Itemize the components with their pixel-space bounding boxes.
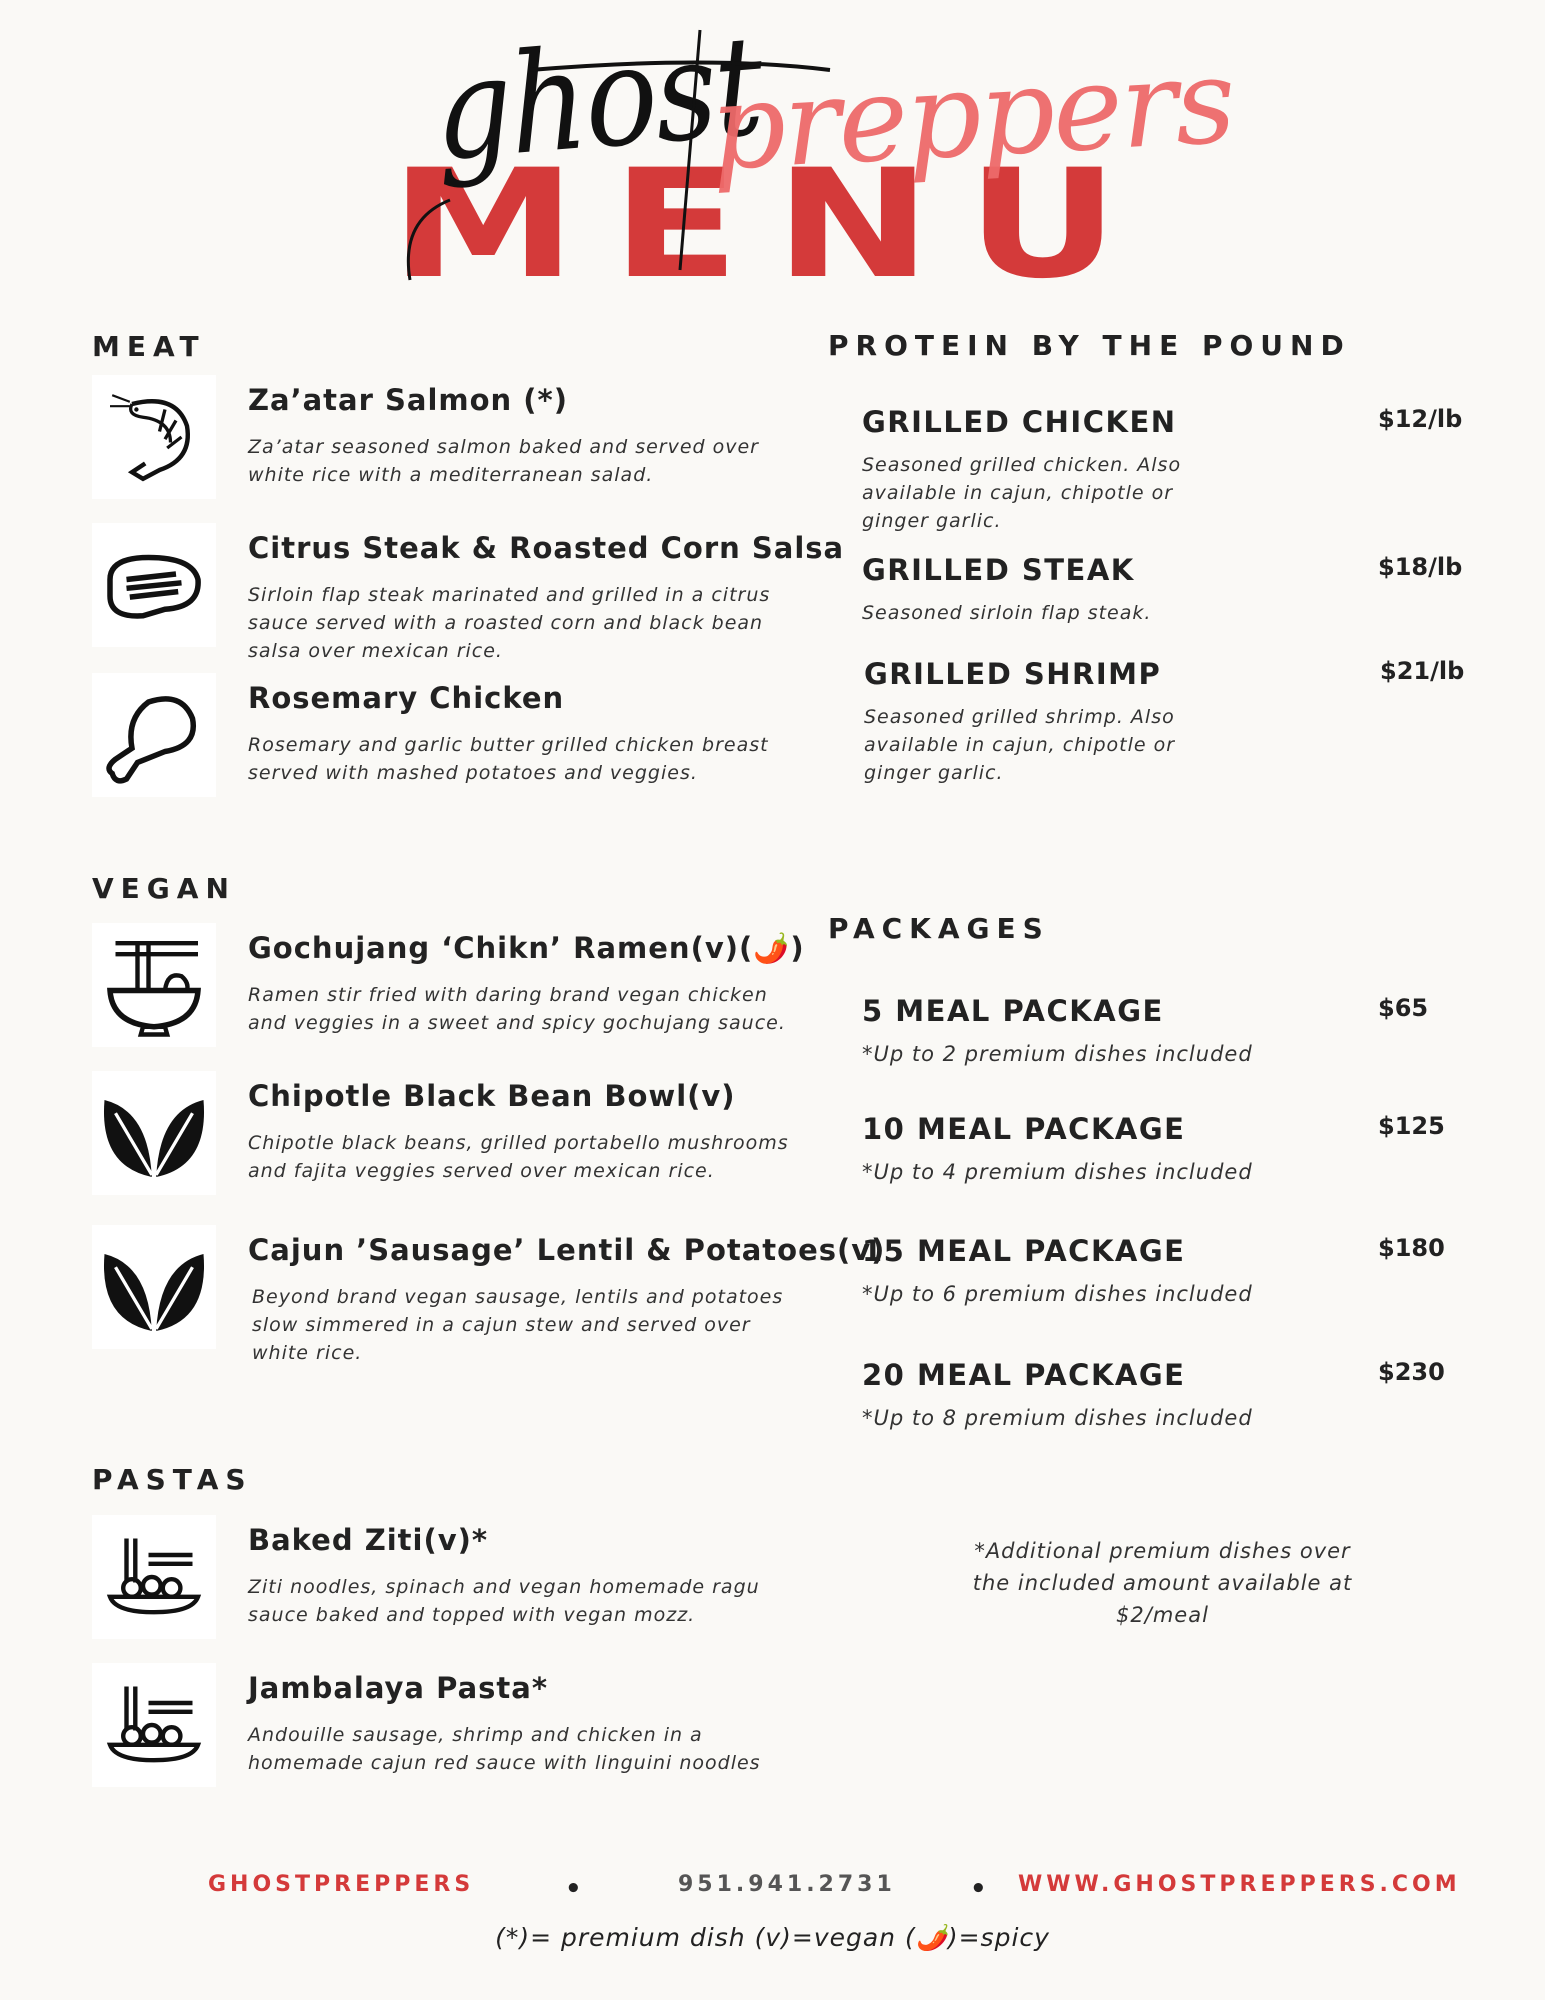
protein-price: $12/lb [1378, 405, 1463, 433]
section-title-protein: PROTEIN BY THE POUND [828, 329, 1351, 362]
footer-brand: GHOSTPREPPERS [208, 1872, 475, 1897]
item-name: Baked Ziti(v)* [248, 1523, 489, 1557]
package-note: *Up to 2 premium dishes included [862, 1042, 1253, 1066]
package-note: *Up to 4 premium dishes included [862, 1160, 1253, 1184]
menu-item [92, 1663, 852, 1788]
package-name: 10 MEAL PACKAGE [862, 1112, 1186, 1146]
menu-item [92, 1071, 852, 1196]
pasta-plate-icon [92, 1663, 216, 1787]
section-title-packages: PACKAGES [828, 912, 1050, 945]
additional-premium-note: *Additional premium dishes over the included amount available at $2/meal [972, 1539, 1353, 1627]
item-description: Ziti noodles, spinach and vegan homemade ragu sauce baked and topped with vegan mozz. [248, 1576, 760, 1626]
leaves-icon [92, 1071, 216, 1195]
protein-description: Seasoned sirloin flap steak. [862, 602, 1152, 624]
protein-name: GRILLED CHICKEN [862, 405, 1177, 439]
item-description: Beyond brand vegan sausage, lentils and potatoes slow simmered in a cajun stew and served over white rice. [252, 1286, 784, 1364]
chicken-leg-icon [92, 673, 216, 797]
protein-item [862, 405, 1462, 535]
menu-item [92, 673, 852, 798]
item-description: Ramen stir fried with daring brand vegan chicken and veggies in a sweet and spicy gochujang sauce. [248, 984, 786, 1034]
protein-name: GRILLED STEAK [862, 553, 1135, 587]
item-description: Chipotle black beans, grilled portabello mushrooms and fajita veggies served over mexican rice. [248, 1132, 789, 1182]
protein-price: $18/lb [1378, 553, 1463, 581]
item-name: Jambalaya Pasta* [248, 1671, 548, 1705]
package-name: 5 MEAL PACKAGE [862, 994, 1164, 1028]
item-name: Rosemary Chicken [248, 681, 565, 715]
item-name: Cajun ’Sausage’ Lentil & Potatoes(v) [248, 1233, 886, 1267]
item-name: Za’atar Salmon (*) [248, 383, 568, 417]
package-name: 15 MEAL PACKAGE [862, 1234, 1186, 1268]
package-item [862, 1112, 1462, 1202]
package-item [862, 994, 1462, 1084]
logo-flourish [380, 0, 1180, 312]
protein-description: Seasoned grilled shrimp. Also available in cajun, chipotle or ginger garlic. [864, 706, 1176, 784]
menu-item [92, 375, 852, 500]
logo-script-preppers: preppers [706, 31, 1237, 197]
section-title-meat: MEAT [92, 330, 206, 363]
package-price: $230 [1378, 1358, 1445, 1386]
menu-heading: MENU [390, 138, 1154, 312]
item-description: Andouille sausage, shrimp and chicken in a homemade cajun red sauce with linguini noodles [248, 1724, 761, 1774]
shrimp-icon [92, 375, 216, 499]
steak-icon [92, 523, 216, 647]
footer-website-link[interactable]: WWW.GHOSTPREPPERS.COM [1018, 1872, 1461, 1897]
package-price: $65 [1378, 994, 1429, 1022]
package-price: $180 [1378, 1234, 1445, 1262]
item-name: Citrus Steak & Roasted Corn Salsa [248, 531, 845, 565]
ramen-bowl-icon [92, 923, 216, 1047]
protein-description: Seasoned grilled chicken. Also available in cajun, chipotle or ginger garlic. [862, 454, 1182, 532]
item-name: Gochujang ‘Chikn’ Ramen(v)(🌶️) [248, 931, 805, 965]
protein-name: GRILLED SHRIMP [864, 657, 1162, 691]
package-note: *Up to 8 premium dishes included [862, 1406, 1253, 1430]
menu-item [92, 1515, 852, 1640]
item-description: Sirloin flap steak marinated and grilled in a citrus sauce served with a roasted corn and black bean salsa over mexican rice. [248, 584, 771, 662]
section-title-vegan: VEGAN [92, 872, 236, 905]
menu-item [92, 1225, 886, 1364]
item-description: Za’atar seasoned salmon baked and served over white rice with a mediterranean salad. [248, 436, 759, 486]
menu-item [92, 923, 852, 1048]
protein-price: $21/lb [1380, 657, 1465, 685]
item-name: Chipotle Black Bean Bowl(v) [248, 1079, 736, 1113]
logo-script-ghost: ghost [430, 6, 766, 193]
package-item [862, 1234, 1462, 1324]
pasta-plate-icon [92, 1515, 216, 1639]
package-note: *Up to 6 premium dishes included [862, 1282, 1253, 1306]
menu-item [92, 523, 852, 662]
protein-item [862, 553, 1462, 633]
package-price: $125 [1378, 1112, 1445, 1140]
ghostpreppers-menu-logo [380, 0, 1237, 312]
section-title-pastas: PASTAS [92, 1463, 253, 1496]
package-item [862, 1358, 1462, 1448]
legend: (*)= premium dish (v)=vegan (🌶️)=spicy [495, 1923, 1050, 1952]
item-description: Rosemary and garlic butter grilled chicken breast served with mashed potatoes and veggies. [248, 734, 769, 784]
leaves-icon [92, 1225, 216, 1349]
package-name: 20 MEAL PACKAGE [862, 1358, 1186, 1392]
footer-phone[interactable]: 951.941.2731 [678, 1872, 896, 1897]
footer-separator: • [565, 1874, 582, 1904]
protein-item [864, 657, 1464, 787]
footer-separator: • [970, 1874, 987, 1904]
